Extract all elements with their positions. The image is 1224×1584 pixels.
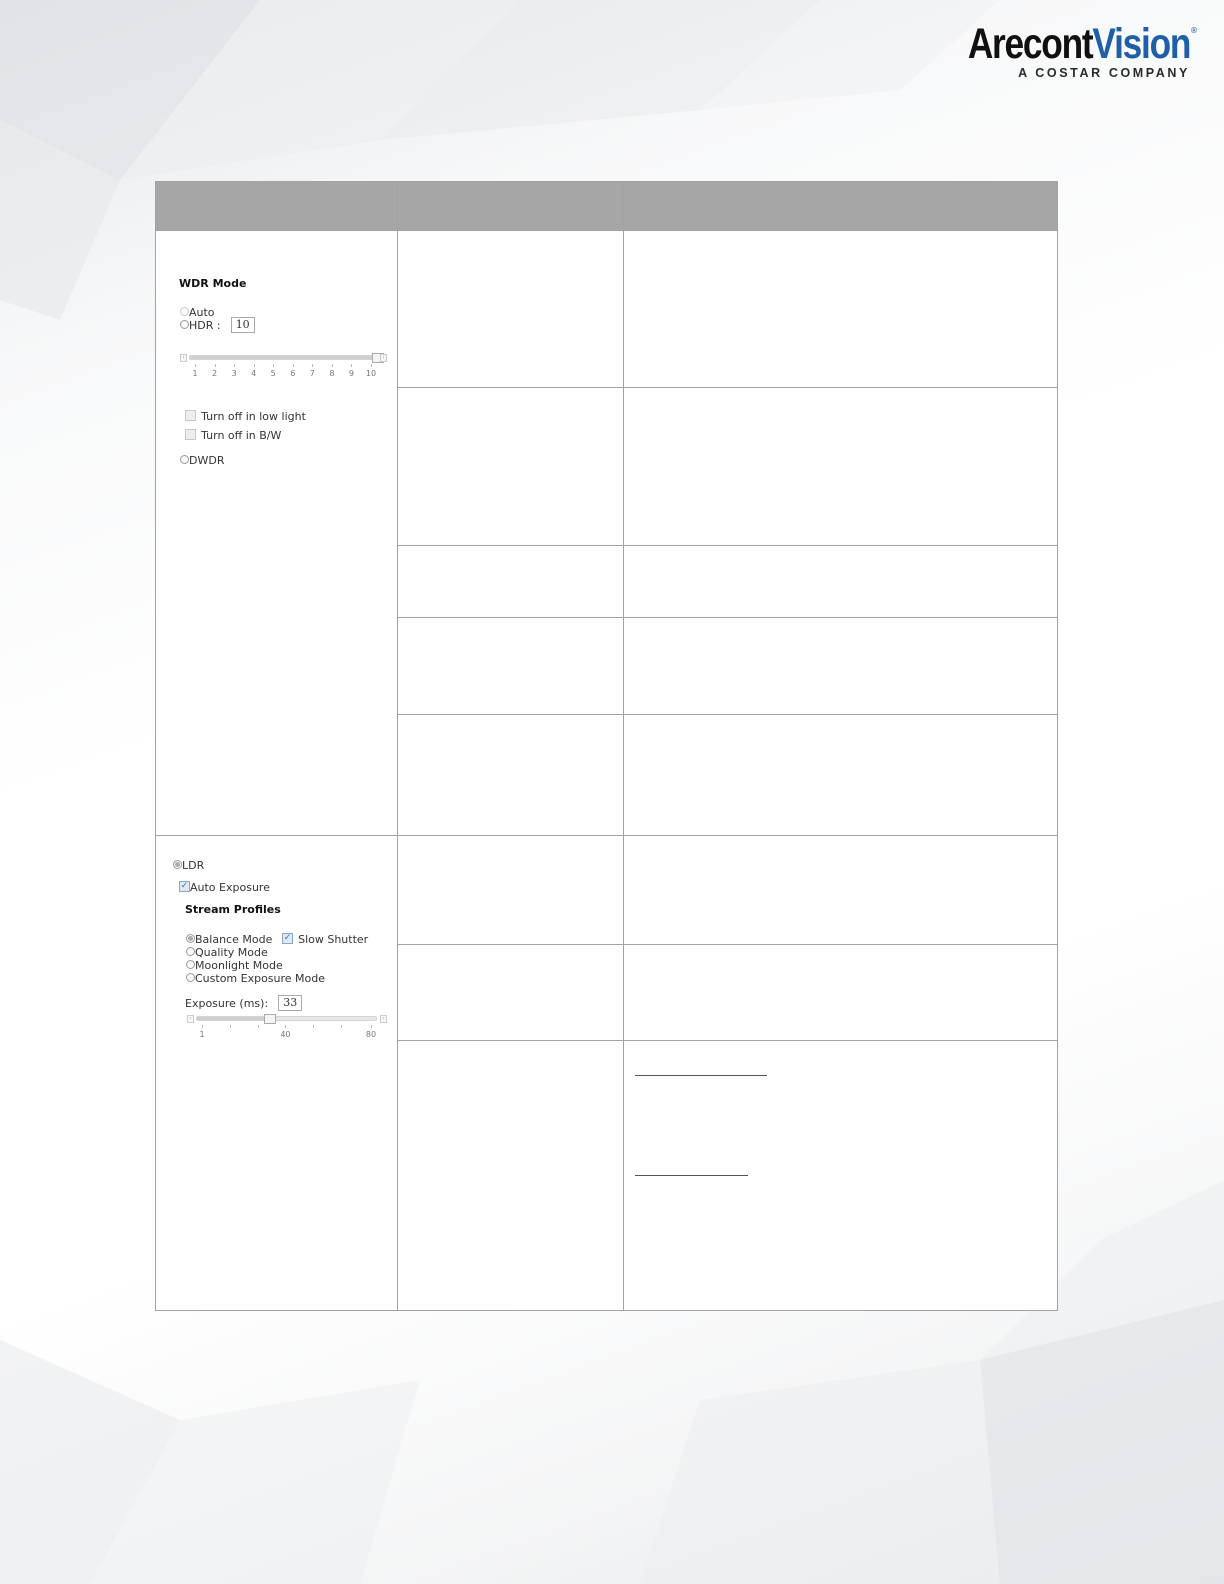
hdr-slider[interactable]: [180, 355, 387, 379]
auto-exposure-option[interactable]: [179, 876, 270, 895]
table-cell: [623, 945, 1058, 1041]
turn-off-bw-checkbox[interactable]: [185, 429, 196, 440]
exposure-slider[interactable]: [187, 1016, 387, 1040]
stream-profiles-title: Stream Profiles: [185, 903, 281, 916]
auto-exposure-label: Auto Exposure: [190, 881, 270, 894]
hdr-slider-tick-label: 3: [231, 369, 237, 378]
table-cell: [398, 945, 623, 1041]
exposure-slider-right-cap[interactable]: ›: [380, 1015, 387, 1023]
header-cell-1: [156, 182, 398, 231]
exposure-slider-tick: [258, 1025, 259, 1028]
table-cell: [398, 836, 623, 945]
hdr-slider-tick-label: 10: [365, 369, 377, 378]
turn-off-low-light-checkbox[interactable]: [185, 410, 196, 421]
table-header-row: [156, 182, 1058, 231]
exposure-slider-tick: [341, 1025, 342, 1028]
hdr-slider-tick-label: 1: [192, 369, 198, 378]
hdr-slider-tick: [351, 364, 352, 367]
hdr-slider-tick-label: 6: [290, 369, 296, 378]
table-cell: [623, 836, 1058, 945]
wdr-hdr-option[interactable]: [180, 314, 255, 333]
exposure-slider-tick: [313, 1025, 314, 1028]
exposure-field: [185, 992, 302, 1011]
mode-label-balance: Balance Mode: [195, 933, 273, 946]
exposure-slider-left-cap[interactable]: ‹: [187, 1015, 194, 1023]
hdr-slider-tick: [293, 364, 294, 367]
exposure-slider-tick: [230, 1025, 231, 1028]
exposure-slider-track[interactable]: [196, 1016, 377, 1021]
table-cell: [398, 545, 623, 617]
hdr-slider-tick-label: 9: [348, 369, 354, 378]
exposure-slider-tick-label: 1: [199, 1030, 205, 1039]
underline-rule-2: [635, 1175, 748, 1176]
exposure-slider-tick: [285, 1025, 286, 1028]
mode-label-moonlight: Moonlight Mode: [195, 959, 283, 972]
table-cell: [623, 545, 1058, 617]
table-cell: [398, 388, 623, 545]
ldr-label: LDR: [182, 859, 205, 872]
hdr-slider-tick-label: 2: [212, 369, 218, 378]
settings-table: [155, 181, 1058, 1311]
hdr-slider-left-cap[interactable]: ‹: [180, 354, 187, 362]
table-cell: [398, 231, 623, 388]
ldr-radio[interactable]: [173, 860, 182, 869]
table-cell: [398, 714, 623, 835]
hdr-slider-track[interactable]: [189, 355, 377, 360]
brand-logo: [919, 20, 1198, 80]
hdr-slider-tick-label: 7: [309, 369, 315, 378]
underline-rule-1: [635, 1075, 767, 1076]
slow-shutter-checkbox[interactable]: ✓: [283, 933, 292, 943]
turn-off-bw-label: Turn off in B/W: [201, 429, 282, 442]
hdr-slider-tick: [215, 364, 216, 367]
hdr-slider-tick: [234, 364, 235, 367]
header-cell-3: [623, 182, 1058, 231]
ldr-option[interactable]: [173, 854, 204, 873]
hdr-slider-tick: [312, 364, 313, 367]
turn-off-low-light-option[interactable]: [185, 405, 306, 424]
hdr-slider-tick-label: 4: [251, 369, 257, 378]
table-cell: [398, 1041, 623, 1311]
hdr-slider-right-cap[interactable]: ›: [380, 354, 387, 362]
hdr-slider-tick: [332, 364, 333, 367]
logo-registered-mark: ®: [1190, 26, 1198, 35]
wdr-auto-label: Auto: [189, 306, 215, 319]
header-cell-2: [398, 182, 623, 231]
hdr-slider-tick: [254, 364, 255, 367]
hdr-slider-tick-label: 5: [270, 369, 276, 378]
table-cell: [398, 617, 623, 714]
mode-label-custom-exposure: Custom Exposure Mode: [195, 972, 326, 985]
turn-off-bw-option[interactable]: [185, 424, 281, 443]
logo-wordmark: [968, 22, 1190, 66]
exposure-slider-tick-label: 40: [280, 1030, 291, 1039]
table-cell: [623, 231, 1058, 388]
mode-option-custom-exposure[interactable]: [186, 967, 325, 986]
hdr-slider-tick-label: 8: [329, 369, 335, 378]
ldr-settings-panel: [156, 836, 398, 1311]
hdr-slider-tick: [195, 364, 196, 367]
slow-shutter-label: Slow Shutter: [298, 933, 369, 946]
logo-tagline: A COSTAR COMPANY: [1018, 66, 1190, 80]
hdr-value-input[interactable]: 10: [231, 317, 255, 333]
wdr-hdr-label: HDR :: [189, 319, 221, 332]
dwdr-option[interactable]: [180, 449, 224, 468]
mode-radio-custom-exposure[interactable]: [186, 973, 195, 982]
exposure-slider-fill: [197, 1017, 270, 1020]
dwdr-radio[interactable]: [180, 455, 189, 464]
hdr-slider-fill: [190, 356, 378, 359]
exposure-slider-tick-label: 80: [365, 1030, 377, 1039]
auto-exposure-checkbox[interactable]: ✓: [180, 881, 189, 891]
wdr-hdr-radio[interactable]: [180, 320, 189, 329]
turn-off-low-light-label: Turn off in low light: [201, 410, 306, 423]
slow-shutter-option[interactable]: [282, 928, 368, 947]
exposure-value-input[interactable]: 33: [278, 995, 302, 1011]
wdr-settings-panel: [156, 231, 398, 836]
exposure-slider-thumb[interactable]: [264, 1014, 276, 1024]
exposure-slider-tick: [371, 1025, 372, 1028]
table-row: [156, 231, 1058, 388]
table-cell: [623, 617, 1058, 714]
hdr-slider-tick: [371, 364, 372, 367]
hdr-slider-tick: [273, 364, 274, 367]
table-cell: [623, 714, 1058, 835]
table-row: [156, 836, 1058, 945]
table-cell: [623, 388, 1058, 545]
dwdr-label: DWDR: [189, 454, 225, 467]
wdr-mode-title: WDR Mode: [179, 277, 247, 290]
logo-brand-main: Arecont: [967, 20, 1093, 68]
logo-brand-accent: Vision: [1092, 20, 1190, 68]
exposure-label: Exposure (ms):: [185, 997, 269, 1010]
mode-label-quality: Quality Mode: [195, 946, 268, 959]
exposure-slider-tick: [202, 1025, 203, 1028]
table-cell: [623, 1041, 1058, 1311]
